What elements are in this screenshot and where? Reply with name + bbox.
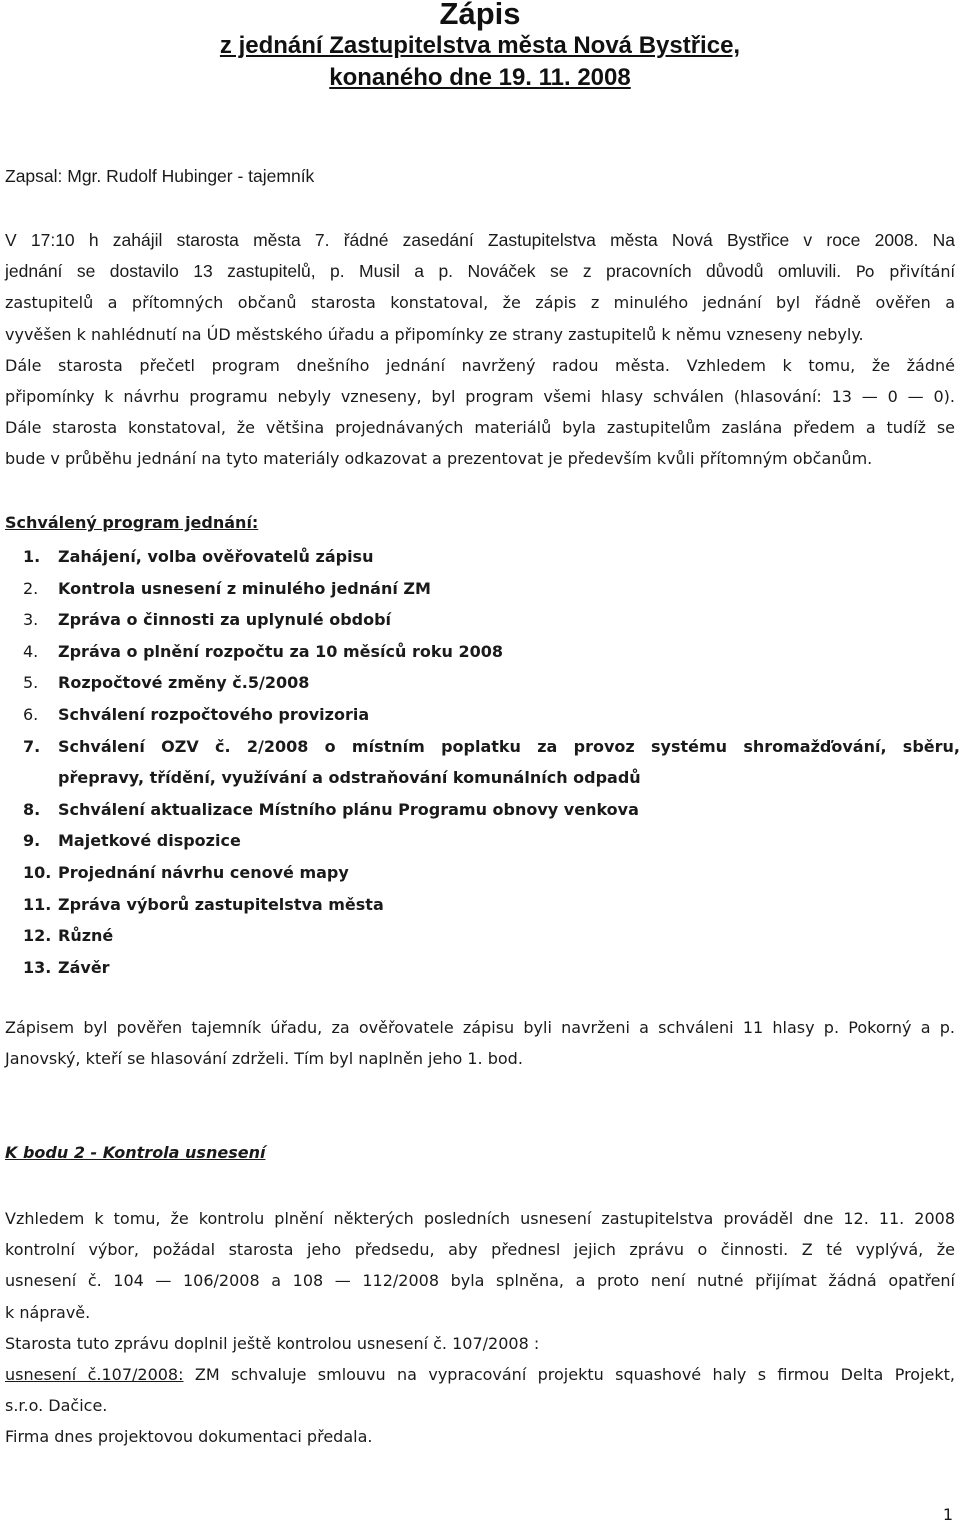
program-item-number: 5. [23,673,39,693]
opening-line-part: Po přivítání [855,262,955,282]
program-item-number: 8. [23,799,41,819]
section-heading-point-2: K bodu 2 - Kontrola usnesení [5,1143,266,1162]
program-item [5,731,960,794]
program-item [5,952,960,984]
program-item-text-line: přepravy, třídění, využívání a odstraňování komunálních odpadů [58,768,641,788]
program-item-text: Schválení rozpočtového provizoria [58,704,370,724]
opening-line-part: jednání se dostavilo 13 zastupitelů, p. Musil a p. Nováček se z pracovních důvodů omluvili. [5,261,842,282]
document-title: Zápis [439,0,521,31]
program-item-number: 6. [23,704,39,724]
page-number: 1 [942,1505,953,1524]
program-item [5,573,960,605]
program-item-text: Kontrola usnesení z minulého jednání ZM [58,578,431,598]
verifiers-line: Zápisem byl pověřen tajemník úřadu, za ověřovatele zápisu byli navrženi a schváleni 11 hlasy p. Pokorný a p. [5,1018,955,1037]
program-item-text: Zpráva výborů zastupitelstva města [58,894,384,914]
document-subtitle-line1: z jednání Zastupitelstva města Nová Bystřice, [219,32,741,59]
program-item-number: 13. [23,957,52,977]
point2-line [5,1359,955,1390]
program-item-text: Projednání návrhu cenové mapy [58,862,349,882]
opening-line: připomínky k návrhu programu nebyly vzneseny, byl program všemi hlasy schválen (hlasování: 13 — 0 — 0). [5,387,955,407]
opening-line-part: Vzhledem k tomu, že žádné [686,355,955,375]
program-item-number: 10. [23,862,52,882]
point2-line: Firma dnes projektovou dokumentaci předala. [5,1427,373,1447]
program-item-number: 1. [23,547,41,566]
program-list [5,541,960,983]
program-item-text-line: Schválení OZV č. 2/2008 o místním poplatku za provoz systému shromažďování, sběru, [58,736,960,756]
program-item-number: 4. [23,641,39,661]
program-item-number: 3. [23,610,39,630]
opening-line: Dále starosta konstatoval, že většina projednávaných materiálů byla zastupitelům zaslána předem a tudíž se [5,418,955,438]
program-item-text [58,731,960,794]
program-heading: Schválený program jednání: [5,513,259,532]
program-item-number: 2. [23,578,39,598]
program-item-number: 9. [23,831,41,851]
program-item [5,699,960,731]
program-item-number: 12. [23,926,52,946]
verifiers-line: Janovský, kteří se hlasování zdrželi. Tím byl naplněn jeho 1. bod. [5,1049,523,1069]
program-item [5,794,960,826]
verifiers-paragraph [5,1012,955,1074]
program-item [5,636,960,668]
program-item [5,604,960,636]
program-item-text: Různé [58,926,114,946]
opening-line: zastupitelů a přítomných občanů starosta konstatoval, že zápis z minulého jednání byl řádně ověřen a [5,293,955,313]
program-item [5,857,960,889]
opening-paragraph [5,225,955,475]
program-item-number: 7. [23,736,41,756]
program-item [5,667,960,699]
recorder-line: Zapsal: Mgr. Rudolf Hubinger - tajemník [5,166,315,186]
program-item-text: Majetkové dispozice [58,831,241,851]
point2-line: s.r.o. Dačice. [5,1396,108,1416]
point2-line: Vzhledem k tomu, že kontrolu plnění některých posledních usnesení zastupitelstva prováděl dne 12. 11. 2008 [5,1209,955,1228]
program-item [5,825,960,857]
program-item-number: 11. [23,894,52,914]
point2-line: kontrolní výbor, požádal starosta jeho předsedu, aby přednesl jejich zprávu o činnosti. Z té vyplývá, že [5,1240,955,1260]
program-item-text: Závěr [58,957,110,977]
program-item-text: Schválení aktualizace Místního plánu Programu obnovy venkova [58,799,639,819]
program-item-text: Zpráva o plnění rozpočtu za 10 měsíců roku 2008 [58,641,503,661]
program-item [5,889,960,921]
program-item-text: Zpráva o činnosti za uplynulé období [58,610,392,630]
resolution-label: usnesení č.107/2008: [5,1365,184,1385]
opening-line [5,256,955,287]
opening-line: bude v průběhu jednání na tyto materiály odkazovat a prezentovat je především kvůli přítomným občanům. [5,449,873,469]
opening-line: vyvěšen k nahlédnutí na ÚD městského úřadu a připomínky ze strany zastupitelů k němu vzneseny nebyly. [5,324,864,344]
opening-line: V 17:10 h zahájil starosta města 7. řádné zasedání Zastupitelstva města Nová Bystřice v roce 2008. Na [5,230,955,250]
program-item [5,920,960,952]
point2-paragraph [5,1203,955,1453]
point2-line: usnesení č. 104 — 106/2008 a 108 — 112/2008 byla splněna, a proto není nutné přijímat žádná opatření [5,1271,955,1291]
program-item [5,541,960,573]
program-item-text: Zahájení, volba ověřovatelů zápisu [58,547,374,566]
opening-line [5,350,955,381]
document-subtitle-line2: konaného dne 19. 11. 2008 [329,64,631,91]
point2-line: k nápravě. [5,1302,91,1322]
resolution-text: ZM schvaluje smlouvu na vypracování projektu squashové haly s firmou Delta Projekt, [183,1365,956,1385]
opening-line-part: Dále starosta přečetl program dnešního jednání navržený radou města. [5,355,670,375]
program-item-text: Rozpočtové změny č.5/2008 [58,673,310,693]
point2-line: Starosta tuto zprávu doplnil ještě kontrolou usnesení č. 107/2008 : [5,1333,540,1353]
